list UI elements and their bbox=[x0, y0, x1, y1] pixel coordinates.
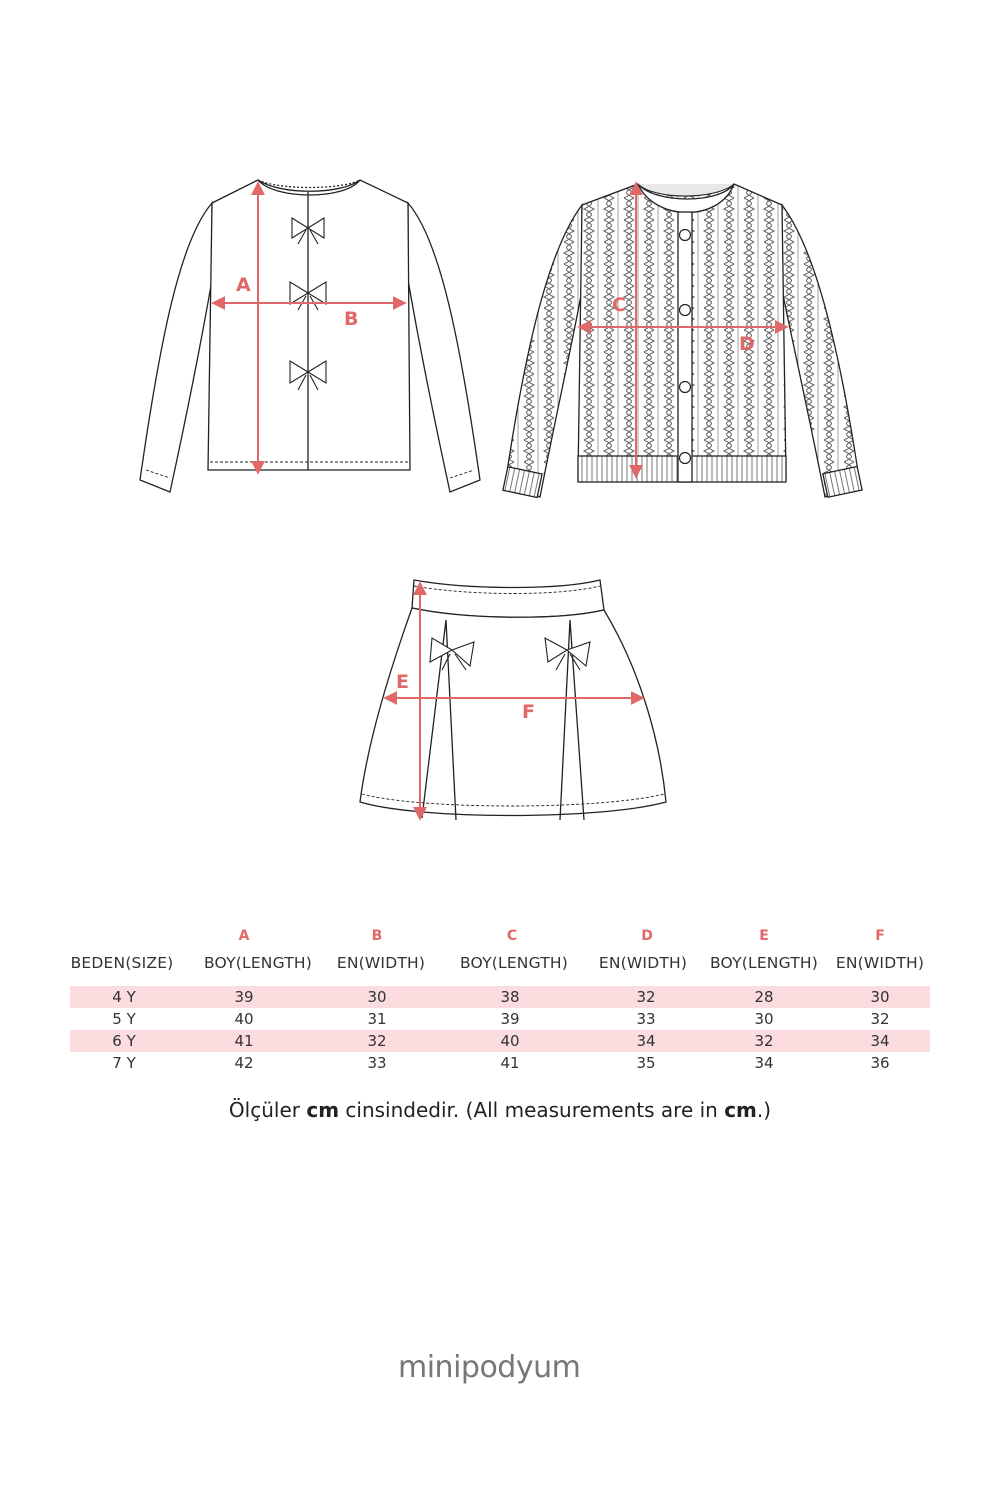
button-icon bbox=[680, 382, 691, 393]
cell-d: 34 bbox=[636, 1032, 656, 1050]
label-f: F bbox=[522, 701, 535, 723]
cell-c: 38 bbox=[500, 988, 520, 1006]
col-letter-e: E bbox=[759, 928, 769, 944]
col-letter-d: D bbox=[641, 928, 653, 944]
cell-a: 40 bbox=[234, 1010, 254, 1028]
cell-f: 30 bbox=[870, 988, 890, 1006]
cell-b: 30 bbox=[367, 988, 387, 1006]
cell-a: 41 bbox=[234, 1032, 254, 1050]
cell-a: 39 bbox=[234, 988, 254, 1006]
cell-c: 41 bbox=[500, 1054, 520, 1072]
table-header-row bbox=[70, 954, 930, 986]
col-header-c: BOY(LENGTH) bbox=[459, 954, 569, 972]
table-row bbox=[70, 1008, 930, 1030]
button-icon bbox=[680, 305, 691, 316]
cardigan-bows-drawing bbox=[140, 180, 480, 492]
label-b: B bbox=[344, 308, 359, 330]
note-unit: cm bbox=[306, 1098, 340, 1122]
label-d: D bbox=[739, 333, 755, 355]
cardigan-cable-drawing bbox=[503, 184, 862, 497]
col-header-size: BEDEN(SIZE) bbox=[70, 954, 174, 972]
note-unit: cm bbox=[724, 1098, 757, 1122]
cell-f: 36 bbox=[870, 1054, 890, 1072]
label-a: A bbox=[236, 274, 251, 296]
cell-e: 30 bbox=[754, 1010, 774, 1028]
skirt-drawing bbox=[360, 580, 666, 820]
cell-b: 32 bbox=[367, 1032, 387, 1050]
cell-c: 40 bbox=[500, 1032, 520, 1050]
brand-logo: minipodyum bbox=[398, 1350, 581, 1385]
cell-f: 32 bbox=[870, 1010, 890, 1028]
cell-e: 34 bbox=[754, 1054, 774, 1072]
table-row bbox=[70, 1030, 930, 1052]
cell-e: 32 bbox=[754, 1032, 774, 1050]
col-letter-c: C bbox=[506, 928, 518, 944]
label-e: E bbox=[396, 671, 409, 693]
col-header-b: EN(WIDTH) bbox=[336, 954, 426, 972]
size-table bbox=[70, 928, 930, 1074]
measurement-note bbox=[0, 1098, 1000, 1122]
cell-a: 42 bbox=[234, 1054, 254, 1072]
table-row bbox=[70, 1052, 930, 1074]
table-letter-row bbox=[70, 928, 930, 954]
col-header-a: BOY(LENGTH) bbox=[203, 954, 313, 972]
cell-f: 34 bbox=[870, 1032, 890, 1050]
cell-d: 35 bbox=[636, 1054, 656, 1072]
col-letter-a: A bbox=[238, 928, 250, 944]
note-text: .) bbox=[756, 1098, 772, 1122]
note-text: Ölçüler bbox=[228, 1098, 307, 1122]
cell-c: 39 bbox=[500, 1010, 520, 1028]
cell-size: 5 Y bbox=[112, 1010, 136, 1028]
cell-size: 4 Y bbox=[112, 988, 136, 1006]
cell-e: 28 bbox=[754, 988, 774, 1006]
col-letter-b: B bbox=[371, 928, 383, 944]
cell-b: 31 bbox=[367, 1010, 387, 1028]
col-letter-f: F bbox=[875, 928, 885, 944]
button-icon bbox=[680, 453, 691, 464]
cell-d: 32 bbox=[636, 988, 656, 1006]
note-text: cinsindedir. (All measurements are in bbox=[339, 1098, 725, 1122]
col-header-f: EN(WIDTH) bbox=[835, 954, 925, 972]
button-icon bbox=[680, 230, 691, 241]
table-row bbox=[70, 986, 930, 1008]
col-header-e: BOY(LENGTH) bbox=[709, 954, 819, 972]
label-c: C bbox=[612, 294, 626, 316]
cell-size: 7 Y bbox=[112, 1054, 136, 1072]
cell-b: 33 bbox=[367, 1054, 387, 1072]
cell-size: 6 Y bbox=[112, 1032, 136, 1050]
col-header-d: EN(WIDTH) bbox=[598, 954, 688, 972]
cell-d: 33 bbox=[636, 1010, 656, 1028]
